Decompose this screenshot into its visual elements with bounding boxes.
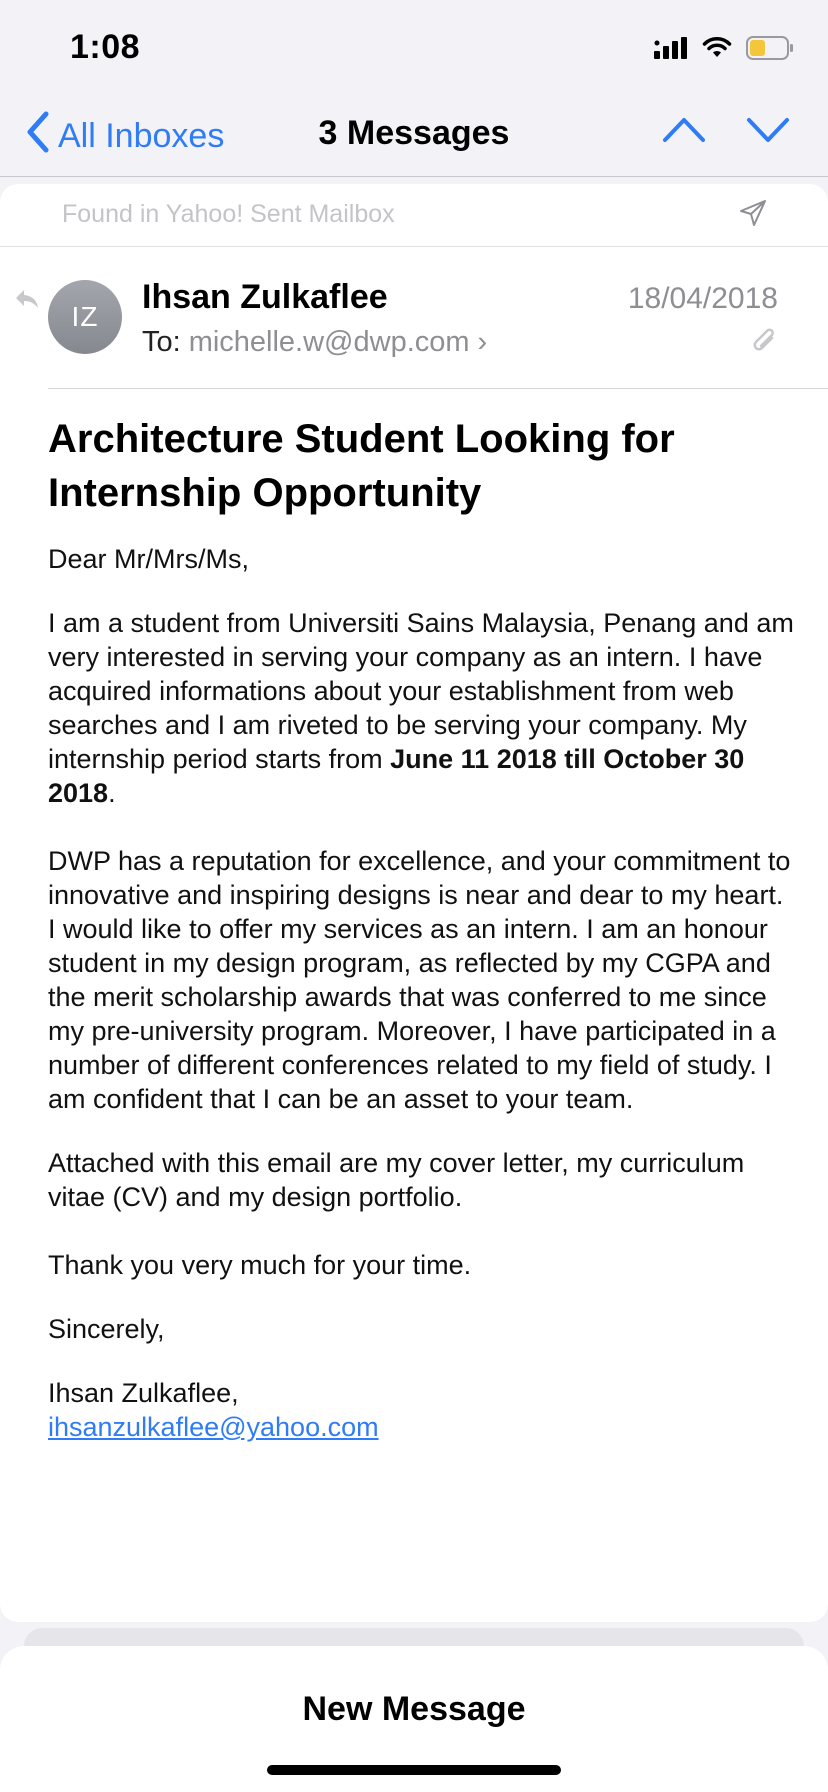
message-subject: Architecture Student Looking for Internship Opportunity <box>48 417 675 515</box>
home-indicator[interactable] <box>267 1765 561 1775</box>
status-time: 1:08 <box>70 28 141 66</box>
new-message-title[interactable]: New Message <box>302 1690 526 1728</box>
message-body <box>48 542 798 1444</box>
closing: Sincerely, <box>48 1314 165 1344</box>
recipient-row[interactable] <box>142 326 487 359</box>
paragraph-1: I am a student from Universiti Sains Malaysia, Penang and am very interested in serving your company as an intern. I have acquired informations about your establishment from web searches and I am riveted to be serving your company. My internship period starts from June 11 2018 till October 30 2018. <box>48 608 794 808</box>
paragraph-3: Attached with this email are my cover letter, my curriculum vitae (CV) and my design portfolio. <box>48 1148 745 1212</box>
message-card <box>0 184 828 1622</box>
message-header <box>0 246 828 386</box>
chevron-right-icon: › <box>477 326 488 358</box>
greeting: Dear Mr/Mrs/Ms, <box>48 544 249 574</box>
next-message-button[interactable] <box>746 114 790 149</box>
replied-arrow-icon <box>14 288 40 315</box>
cellular-signal-icon <box>654 37 688 64</box>
found-in-banner[interactable] <box>0 184 828 247</box>
nav-bar <box>0 96 828 177</box>
back-label: All Inboxes <box>58 117 225 155</box>
wifi-icon <box>702 37 732 64</box>
nav-title: 3 Messages <box>318 114 510 152</box>
previous-message-button[interactable] <box>662 114 706 149</box>
paragraph-4: Thank you very much for your time. <box>48 1250 472 1280</box>
chevron-up-icon <box>662 131 706 148</box>
paper-plane-icon <box>738 198 768 233</box>
to-label: To: <box>142 326 181 358</box>
signature-email-link[interactable]: ihsanzulkaflee@yahoo.com <box>48 1412 379 1442</box>
signature-name: Ihsan Zulkaflee, <box>48 1378 239 1408</box>
internship-dates: June 11 2018 till October 30 2018 <box>48 744 745 808</box>
status-icons <box>654 36 794 65</box>
battery-icon <box>746 36 794 65</box>
chevron-down-icon <box>746 131 790 148</box>
sender-name[interactable]: Ihsan Zulkaflee <box>142 278 388 316</box>
avatar[interactable]: IZ <box>48 280 122 354</box>
found-in-label: Found in Yahoo! Sent Mailbox <box>62 200 395 228</box>
header-divider <box>48 388 828 389</box>
paperclip-icon <box>752 328 778 361</box>
status-bar <box>0 0 828 96</box>
message-date: 18/04/2018 <box>627 282 778 315</box>
recipient-address: michelle.w@dwp.com <box>188 326 470 358</box>
paragraph-2: DWP has a reputation for excellence, and your commitment to innovative and inspiring designs is near and dear to my heart. I would like to offer my services as an intern. I am an honour student in my design program, as reflected by my CGPA and the merit scholarship awards that was conferred to me since my pre-university program. Moreover, I have participated in a number of different conferences related to my field of study. I am confident that I can be an asset to your team. <box>48 846 791 1114</box>
